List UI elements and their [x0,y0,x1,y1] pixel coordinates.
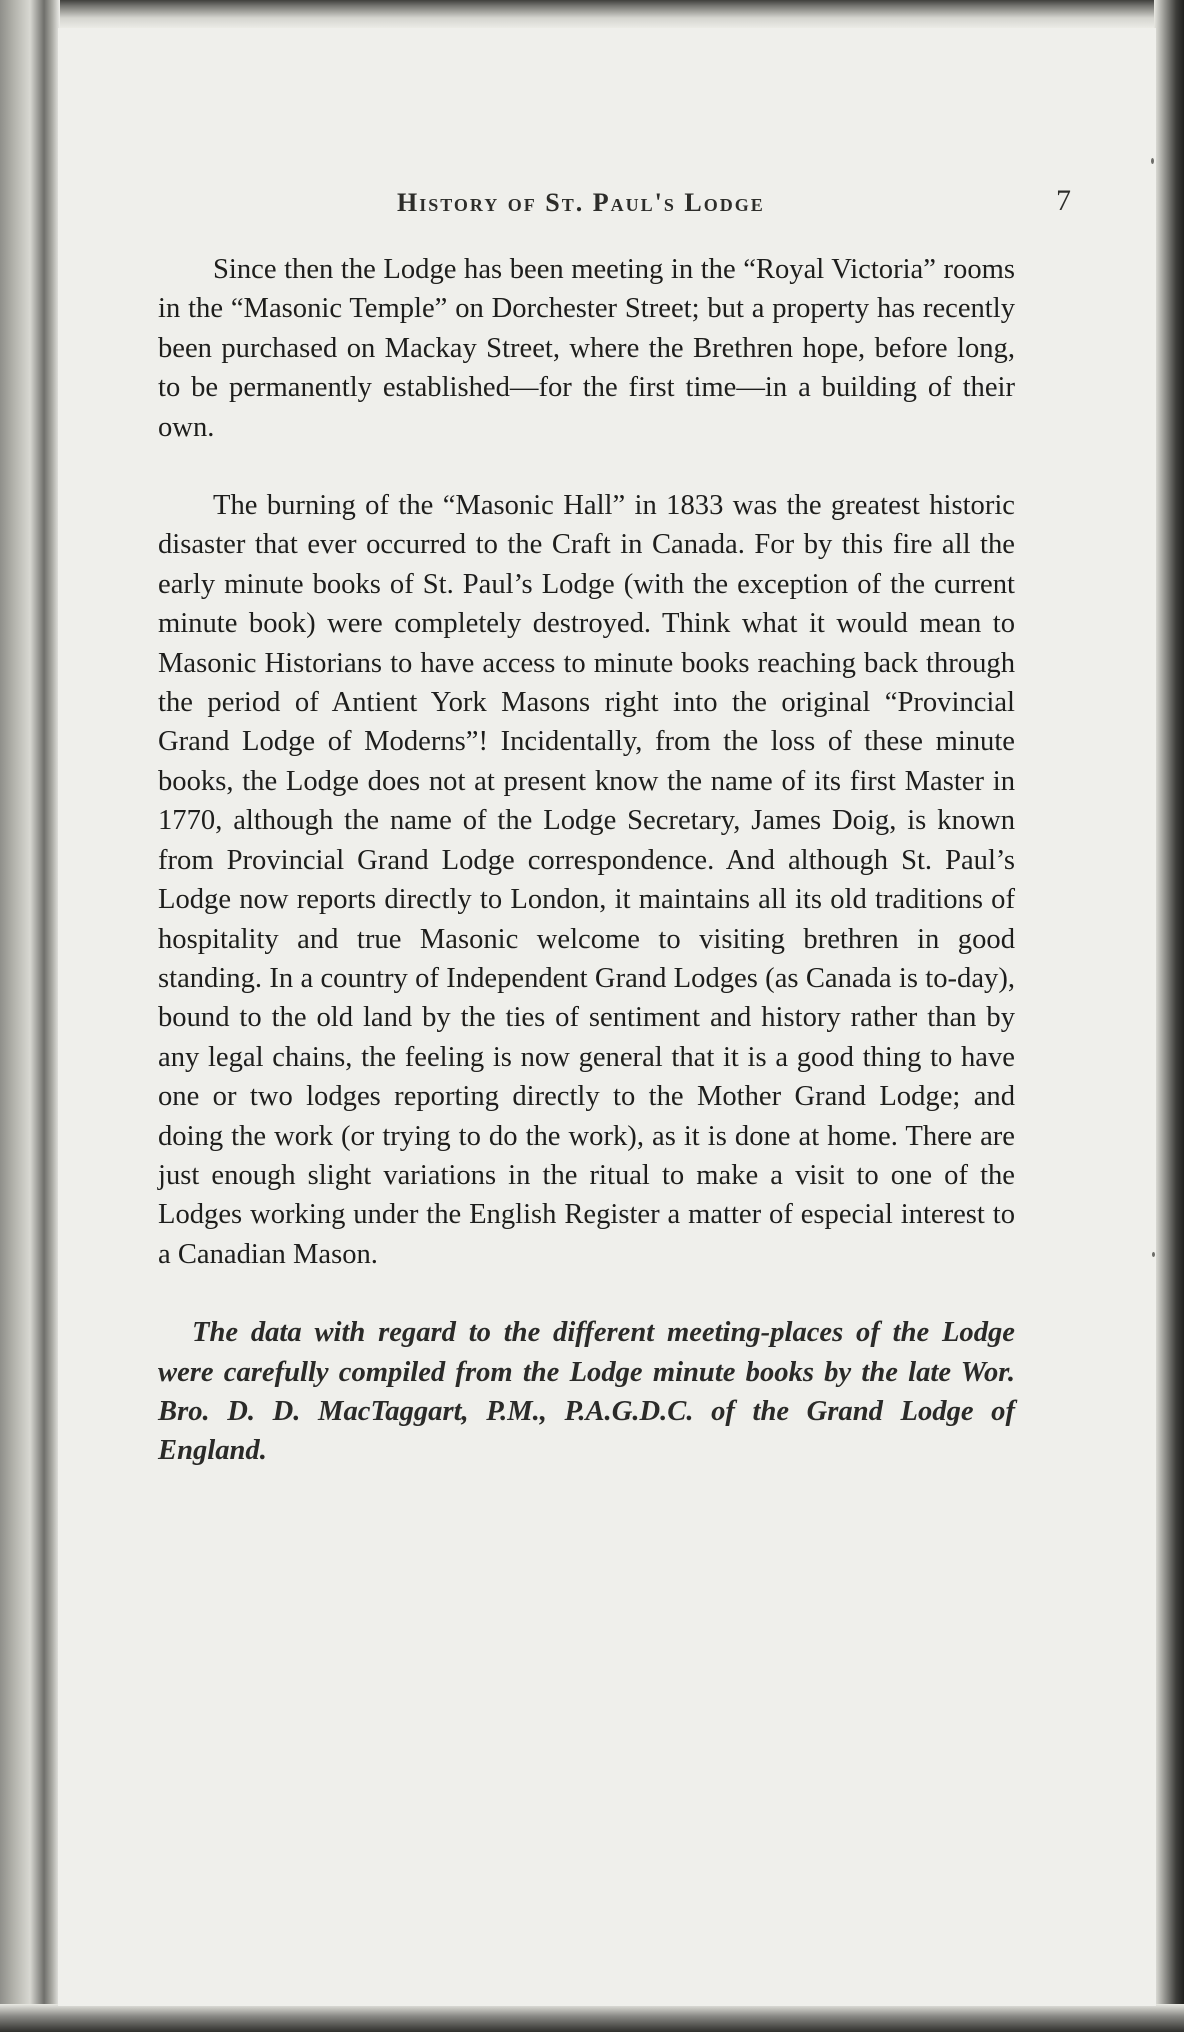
scan-right-edge [1154,0,1184,2032]
paper-speck [1151,158,1154,164]
book-gutter-shadow [0,0,60,2032]
body-text [158,250,1015,1499]
page-number: 7 [1056,184,1071,217]
scan-bottom-edge [0,2004,1184,2032]
credit-note: The data with regard to the different meeting-places of the Lodge were carefully compiled from the Lodge minute books by the late Wor. Bro. D. D. MacTaggart, P.M., P.A.G.D.C. of the Grand Lodge of England. [158,1317,1015,1467]
paper-speck [1152,1252,1155,1257]
book-page [58,28,1156,2006]
scan-top-edge [0,0,1184,30]
paragraph-masonic-hall-fire: The burning of the “Masonic Hall” in 1833 was the greatest historic disaster that ever occurred to the Craft in Canada. For by this fire all the early minute books of St. Paul’s Lodge (with the exception of the current minute book) were completely destroyed. Think what it would mean to Masonic Historians to have access to minute books reaching back through the period of Antient York Masons right into the original “Provincial Grand Lodge of Moderns”! Incidentally, from the loss of these minute books, the Lodge does not at present know the name of its first Master in 1770, although the name of the Lodge Secretary, James Doig, is known from Provincial Grand Lodge correspondence. And although St. Paul’s Lodge now reports directly to London, it maintains all its old traditions of hospitality and true Masonic welcome to visiting brethren in good standing. In a country of Independent Grand Lodges (as Canada is to-day), bound to the old land by the ties of sentiment and history rather than by any legal chains, the feeling is now general that it is a good thing to have one or two lodges reporting directly to the Mother Grand Lodge; and doing the work (or trying to do the work), as it is done at home. There are just enough slight variations in the ritual to make a visit to one of the Lodges working under the English Register a matter of especial interest to a Canadian Mason. [158,490,1015,1270]
running-title: History of St. Paul's Lodge [397,188,765,217]
running-head [337,184,1077,232]
paragraph-meeting-rooms: Since then the Lodge has been meeting in the “Royal Victoria” rooms in the “Masonic Temple” on Dorchester Street; but a property has recently been purchased on Mackay Street, where the Brethren hope, before long, to be permanently established—for the first time—in a building of their own. [158,254,1015,443]
